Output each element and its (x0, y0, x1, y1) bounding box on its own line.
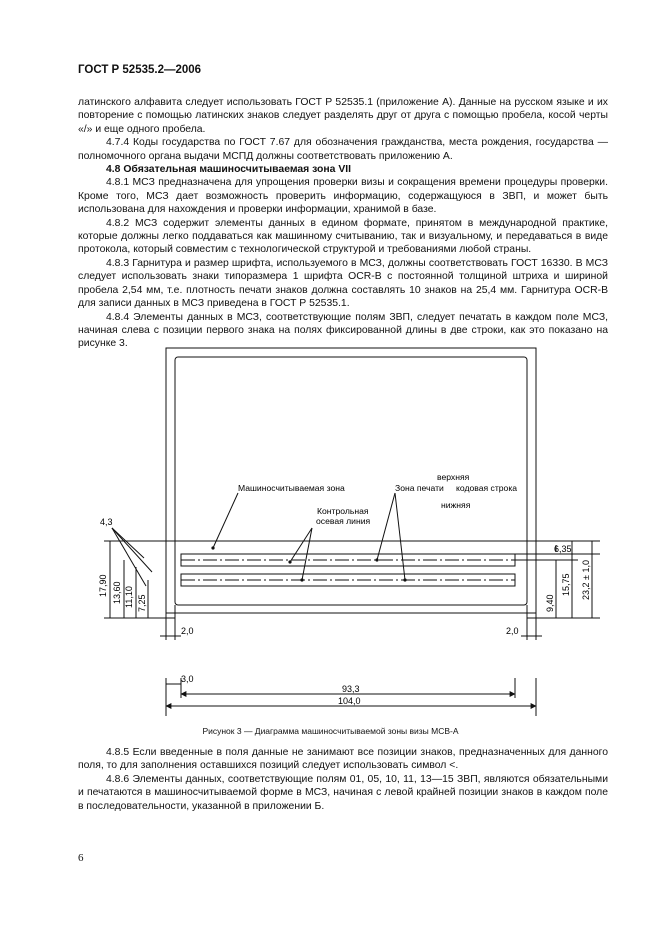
paragraph: 4.8.4 Элементы данных в МСЗ, соответствующие полям ЗВП, следует печатать в каждом поле МСЗ, начиная слева с позиции первого знака на полях фиксированной длины в две строки, как это показано на рисунке 3. (78, 311, 608, 350)
dim-2-0-left: 2,0 (181, 626, 194, 636)
label-reference-1: Контрольная (317, 506, 369, 516)
dim-13-60: 13,60 (112, 581, 122, 604)
paragraph: 4.7.4 Коды государства по ГОСТ 7.67 для обозначения гражданства, места рождения, государства — полномочного органа выдачи МСПД должны соответствовать приложению А. (78, 137, 608, 162)
section-heading: 4.8 Обязательная машиносчитываемая зона VII (106, 164, 352, 176)
document-header: ГОСТ Р 52535.2—2006 (78, 64, 202, 76)
paragraph: 4.8.1 МСЗ предназначена для упрощения проверки визы и сокращения времени процедуры проверки. Кроме того, МСЗ дает возможность проверить информацию, содержащуюся в ЗВП, и может быть использована для нахождения и проверки информации, хранимой в базе. (78, 177, 608, 216)
label-code-line: кодовая строка (456, 483, 518, 493)
page-number: 6 (78, 852, 84, 864)
text-block-bottom (78, 746, 608, 813)
dim-15-75: 15,75 (561, 573, 571, 596)
leader-zone-2 (395, 493, 405, 580)
dim-6-35: 6,35 (554, 544, 572, 554)
dim-17-90: 17,90 (98, 574, 108, 597)
leader-zone-1 (377, 493, 395, 560)
dim-4-3: 4,3 (100, 517, 113, 527)
dim-23-2: 23,2 ± 1,0 (581, 560, 591, 600)
dim-93-3: 93,3 (342, 684, 360, 694)
dim-104-0: 104,0 (338, 696, 361, 706)
dim-9-40: 9,40 (545, 594, 555, 612)
paragraph: 4.8.6 Элементы данных, соответствующие полям 01, 05, 10, 11, 13—15 ЗВП, являются обязательными и печатаются в машиносчитываемой форме в МСЗ, начиная с левой крайней позиции знаков в каждом поле в последовательности, указанной в приложении Б. (78, 773, 608, 812)
dim-3-0: 3,0 (181, 674, 194, 684)
paragraph: латинского алфавита следует использовать ГОСТ Р 52535.1 (приложение А). Данные на русском языке и их повторение с помощью латинских знаков следует разделять друг от друга с помощью пробела, косой черты «/» и еще одного пробела. (78, 97, 608, 135)
visa-inner-border (175, 357, 527, 605)
figure-caption: Рисунок 3 — Диаграмма машиносчитываемой зоны визы МСВ-А (202, 726, 459, 736)
dim-7-25: 7,25 (137, 594, 147, 612)
visa-outer-border (166, 348, 536, 613)
paragraph: 4.8.3 Гарнитура и размер шрифта, используемого в МСЗ, должны соответствовать ГОСТ 16330. В МСЗ следует использовать знаки типоразмера 1 шрифта OCR-B с постоянной толщиной штриха и шириной пробела 2,54 мм, т.е. плотность печати знаков должна составлять 10 знаков на 25,4 мм. Гарнитура OCR-B для записи данных в МСЗ приведена в ГОСТ Р 52535.1. (78, 257, 608, 310)
paragraph: 4.8.5 Если введенные в поля данные не занимают все позиции знаков, предназначенных для данного поля, то для заполнения оставшихся позиций следует использовать символ <. (78, 747, 608, 772)
label-mrz: Машиносчитываемая зона (238, 483, 345, 493)
label-reference-2: осевая линия (316, 516, 371, 526)
label-lower: нижняя (441, 500, 471, 510)
label-print-zone: Зона печати (395, 483, 444, 493)
label-upper: верхняя (437, 472, 470, 482)
paragraph: 4.8.2 МСЗ содержит элементы данных в едином формате, принятом в международной практике, которые должны легко поддаваться как машинному считыванию, так и визуальному, и передаваться в виде протокола, который совместим с технологической структурой и требованиями любой страны. (78, 217, 608, 256)
leader-mrz (213, 493, 238, 548)
dim-2-0-right: 2,0 (506, 626, 519, 636)
dim-11-10: 11,10 (124, 586, 134, 608)
